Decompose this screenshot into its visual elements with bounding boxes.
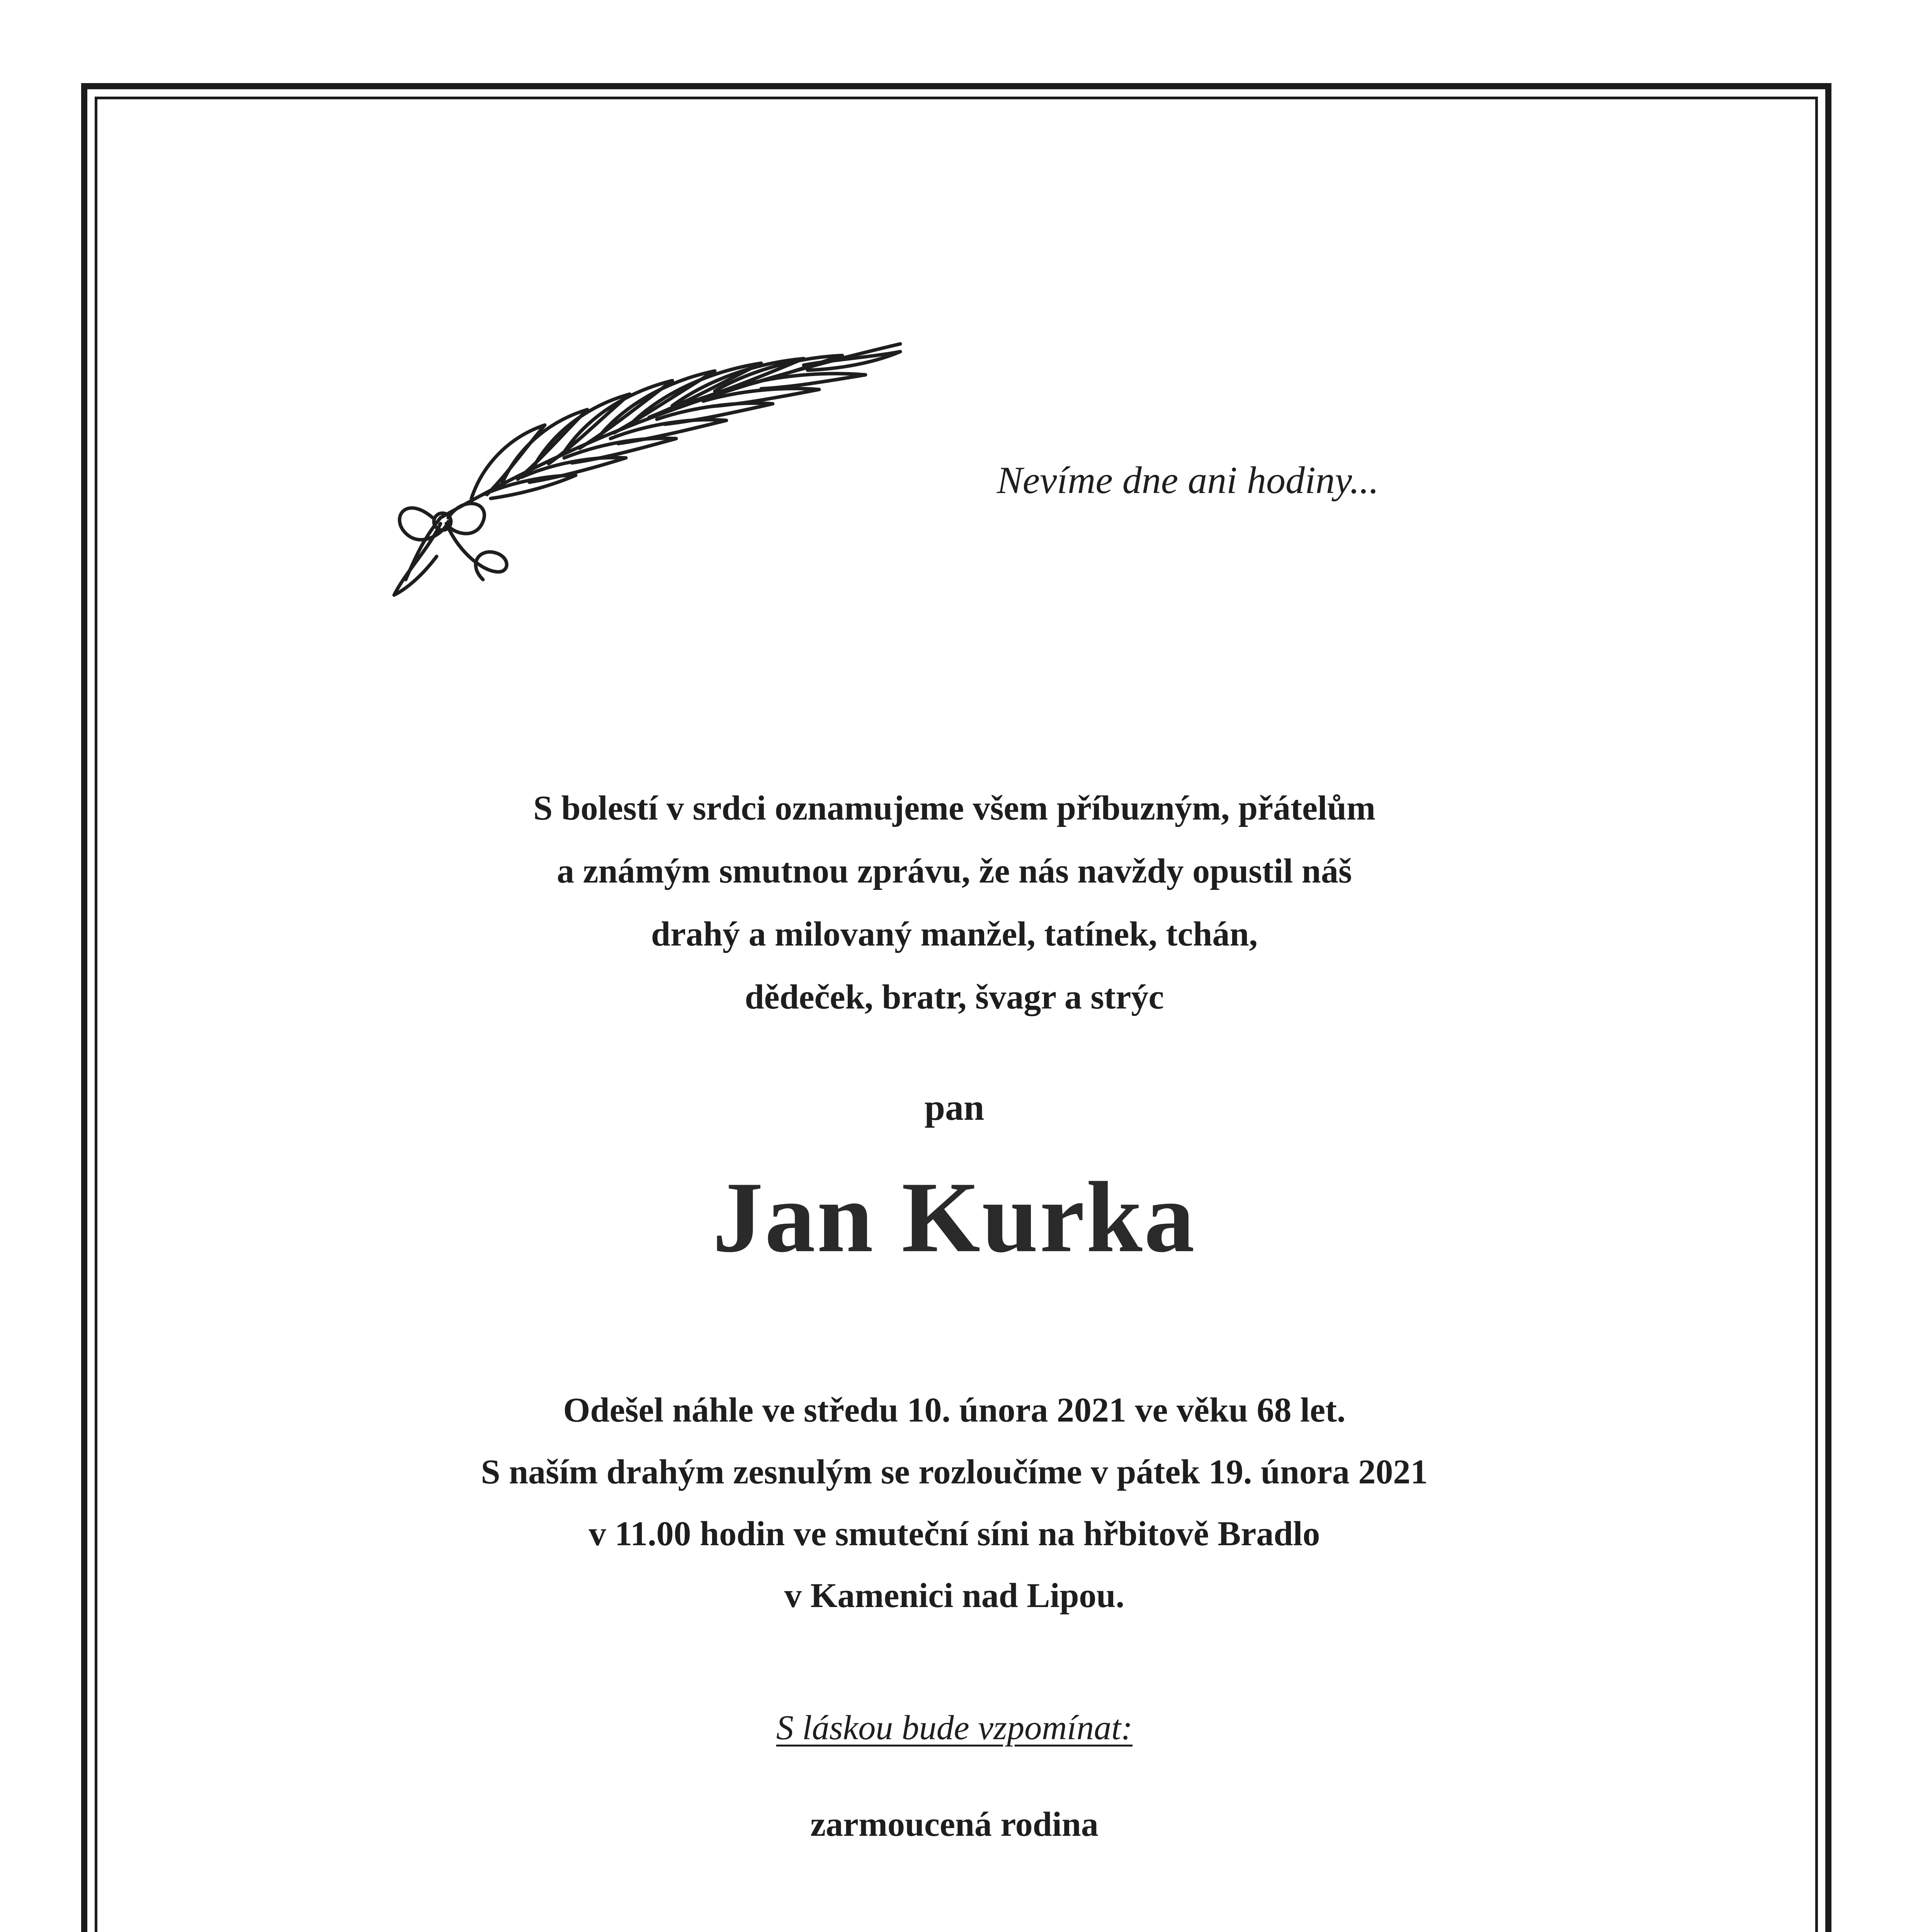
announcement-line: drahý a milovaný manžel, tatínek, tchán, [651,915,1258,953]
details-line: v 11.00 hodin ve smuteční síni na hřbitově Bradlo [588,1515,1320,1553]
announcement-line: dědeček, bratr, švagr a strýc [745,978,1164,1016]
details-line: S naším drahým zesnulým se rozloučíme v pátek 19. února 2021 [481,1453,1428,1491]
remembrance-heading [124,1708,1785,1748]
honorific: pan [924,1087,985,1128]
announcement-line: S bolestí v srdci oznamujeme všem příbuzným, přátelům [533,789,1376,827]
announcement-line: a známým smutnou zprávu, že nás navždy opustil náš [557,852,1352,890]
motto: Nevíme dne ani hodiny... [997,459,1379,502]
family-signature: zarmoucená rodina [810,1805,1098,1844]
remembrance-label: S láskou bude vzpomínat: [776,1709,1133,1747]
deceased-name: Jan Kurka [712,1161,1196,1273]
announcement-text [124,777,1785,1029]
details-line: v Kamenici nad Lipou. [784,1577,1125,1615]
palm-branch-icon [383,301,923,611]
details-line: Odešel náhle ve středu 10. února 2021 ve věku 68 let. [563,1391,1346,1429]
funeral-details [124,1379,1785,1627]
